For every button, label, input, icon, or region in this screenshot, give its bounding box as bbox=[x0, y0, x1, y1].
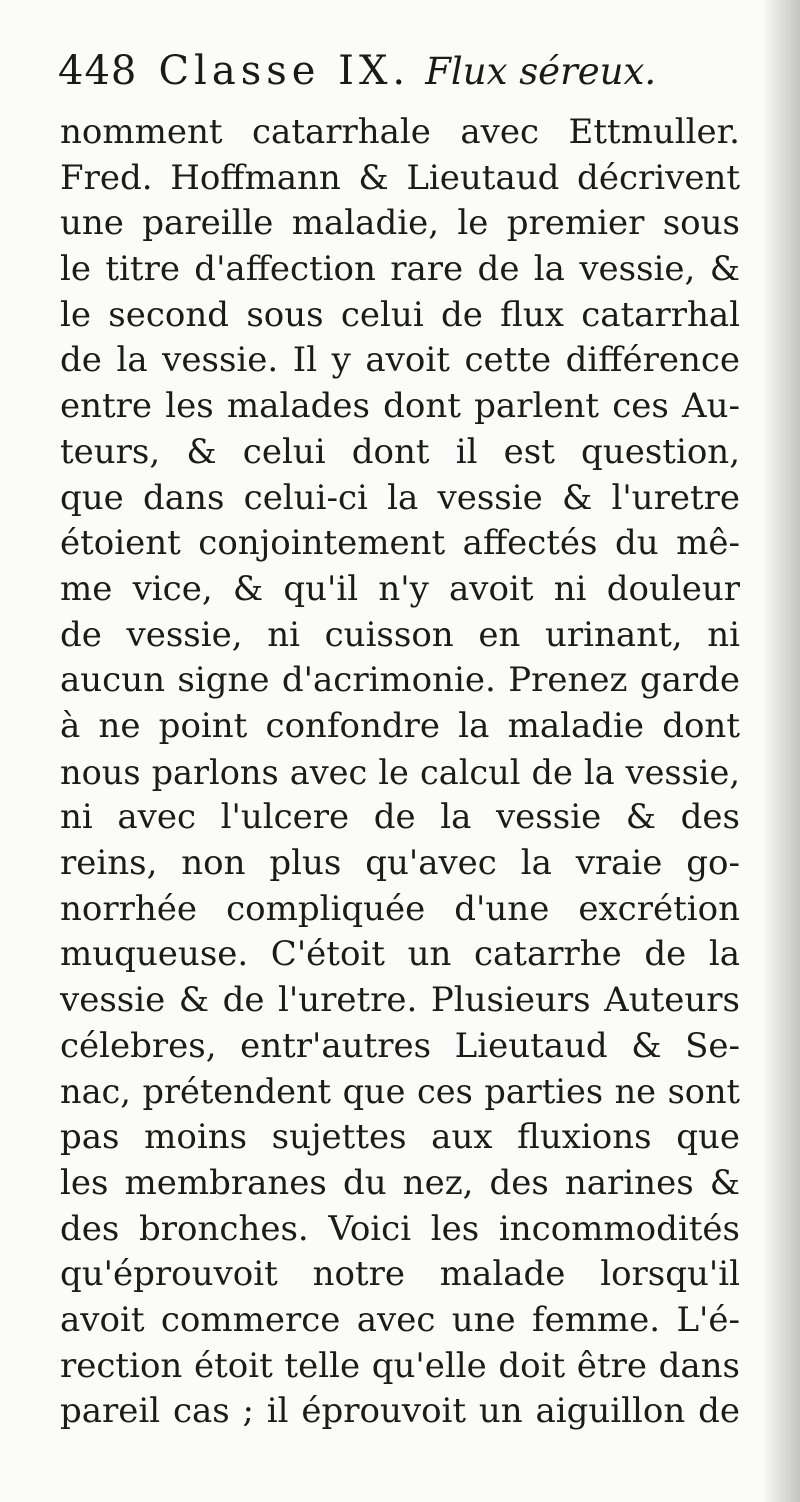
text-line: rection étoit telle qu'elle doit être dans bbox=[60, 1345, 740, 1386]
text-line: célebres, entr'autres Lieutaud & Se- bbox=[60, 1025, 740, 1066]
running-header bbox=[58, 48, 748, 108]
text-line: avoit commerce avec une femme. L'é- bbox=[60, 1299, 740, 1340]
running-subtitle: Flux séreux. bbox=[425, 50, 657, 93]
text-line: à ne point confondre la maladie dont bbox=[60, 705, 740, 746]
text-line: nous parlons avec le calcul de la vessie, bbox=[60, 752, 740, 792]
text-line: reins, non plus qu'avec la vraie go- bbox=[60, 843, 740, 883]
text-line: des bronches. Voici les incommodités bbox=[60, 1208, 740, 1249]
text-line: Fred. Hoffmann & Lieutaud décrivent bbox=[60, 157, 740, 198]
text-line: de la vessie. Il y avoit cette différence bbox=[60, 340, 740, 381]
text-line: me vice, & qu'il n'y avoit ni douleur bbox=[60, 568, 740, 609]
text-line: de vessie, ni cuisson en urinant, ni bbox=[60, 614, 740, 655]
text-line: que dans celui-ci la vessie & l'uretre bbox=[60, 477, 740, 518]
text-line: le second sous celui de flux catarrhal bbox=[60, 294, 740, 335]
body-text bbox=[60, 110, 740, 1435]
text-line: nomment catarrhale avec Ettmuller. bbox=[60, 112, 740, 152]
text-line: les membranes du nez, des narines & bbox=[60, 1162, 740, 1203]
text-line: le titre d'affection rare de la vessie, & bbox=[60, 249, 740, 290]
text-line: pareil cas ; il éprouvoit un aiguillon de bbox=[60, 1391, 740, 1432]
text-line: nac, prétendent que ces parties ne sont bbox=[60, 1072, 740, 1112]
text-line: muqueuse. C'étoit un catarrhe de la bbox=[60, 934, 740, 975]
text-line: aucun signe d'acrimonie. Prenez garde bbox=[60, 660, 740, 701]
text-line: étoient conjointement affectés du mê- bbox=[60, 523, 740, 564]
text-line: entre les malades dont parlent ces Au- bbox=[60, 386, 740, 427]
text-line: norrhée compliquée d'une excrétion bbox=[60, 888, 740, 929]
text-line: vessie & de l'uretre. Plusieurs Auteurs bbox=[60, 980, 740, 1021]
text-line: pas moins sujettes aux fluxions que bbox=[60, 1117, 740, 1158]
page-gutter-shadow bbox=[762, 0, 800, 1502]
page-number: 448 bbox=[58, 48, 138, 94]
text-line: une pareille maladie, le premier sous bbox=[60, 203, 740, 244]
running-title: Classe IX. bbox=[158, 48, 411, 94]
text-line: ni avec l'ulcere de la vessie & des bbox=[60, 797, 740, 838]
text-line: teurs, & celui dont il est question, bbox=[60, 431, 740, 472]
text-line: qu'éprouvoit notre malade lorsqu'il bbox=[60, 1254, 740, 1295]
